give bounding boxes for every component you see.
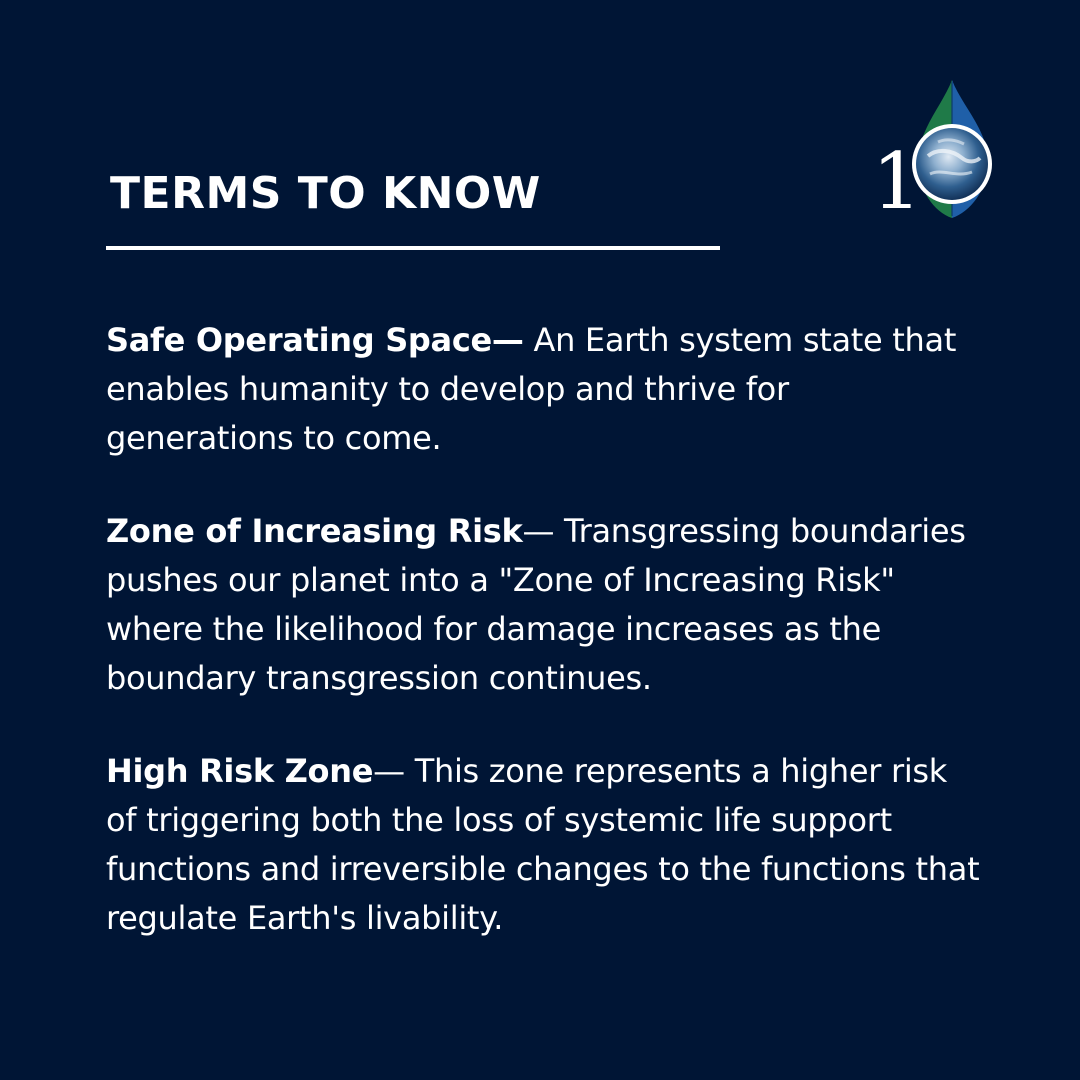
term-name: Zone of Increasing Risk — [106, 512, 523, 550]
term-zone-of-increasing-risk — [106, 507, 986, 703]
title-underline-divider — [106, 246, 720, 250]
terms-list — [106, 316, 986, 987]
term-definition: An Earth system state that enables humanity to develop and thrive for generations to come. — [106, 321, 957, 457]
term-definition: — This zone represents a higher risk of triggering both the loss of systemic life support functions and irreversible changes to the functions that regulate Earth's livability. — [106, 752, 980, 937]
term-safe-operating-space — [106, 316, 986, 463]
earth-droplet-ten-logo-icon — [872, 78, 998, 220]
logo-numeral-one: 1 — [872, 137, 922, 220]
term-definition: — Transgressing boundaries pushes our planet into a "Zone of Increasing Risk" where the likelihood for damage increases as the boundary transgression continues. — [106, 512, 966, 697]
term-name: Safe Operating Space— — [106, 321, 524, 359]
term-name: High Risk Zone — [106, 752, 374, 790]
term-high-risk-zone — [106, 747, 986, 943]
page-title: TERMS TO KNOW — [110, 168, 541, 219]
